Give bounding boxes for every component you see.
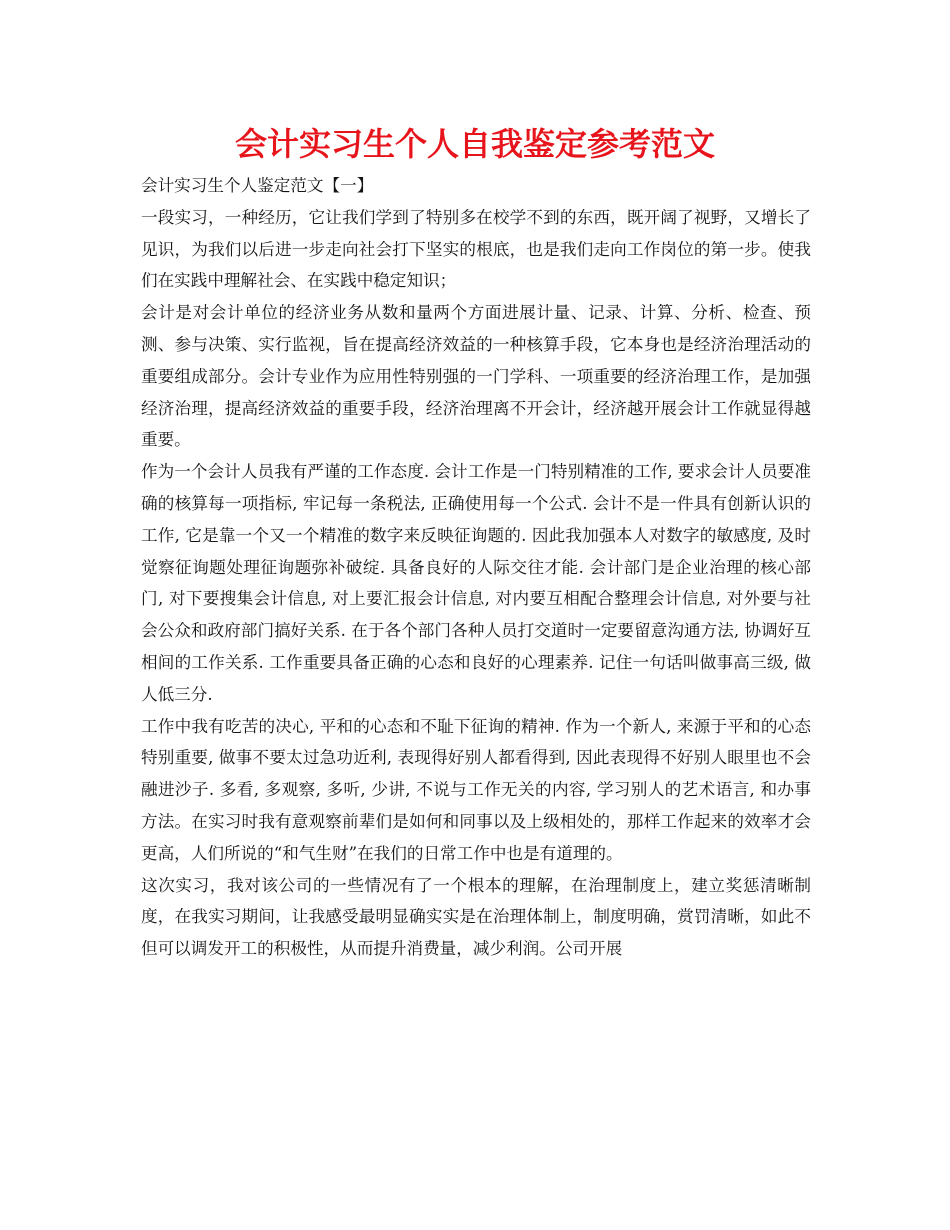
paragraph-3: 作为一个会计人员我有严谨的工作态度. 会计工作是一门特别精准的工作, 要求会计人员要准确的核算每一项指标, 牢记每一条税法, 正确使用每一个公式. 会计不是一件具有创新认识的工作, 它是靠一个又一个精准的数字来反映征询题的. 因此我加强本人对数字的敏感度, 及时觉察征询题处理征询题弥补破绽. 具备良好的人际交往才能. 会计部门是企业治理的核心部门, 对下要搜集会计信息, 对上要汇报会计信息, 对内要互相配合整理会计信息, 对外要与社会公众和政府部门搞好关系. 在于各个部门各种人员打交道时一定要留意沟通方法, 协调好互相间的工作关系. 工作重要具备正确的心态和良好的心理素养. 记住一句话叫做事高三级, 做人低三分. [141,462,811,704]
section-heading: 会计实习生个人鉴定范文【一】 [141,176,374,195]
paragraph-5: 这次实习，我对该公司的一些情况有了一个根本的理解，在治理制度上，建立奖惩清晰制度，在我实习期间，让我感受最明显确实实是在治理体制上，制度明确，赏罚清晰，如此不但可以调发开工的积极性，从而提升消费量，减少利润。公司开展 [141,875,811,959]
paragraph-1: 一段实习，一种经历，它让我们学到了特别多在校学不到的东西，既开阔了视野，又增长了见识，为我们以后进一步走向社会打下坚实的根底，也是我们走向工作岗位的第一步。使我们在实践中理解社会、在实践中稳定知识； [141,207,811,291]
paragraph-2: 会计是对会计单位的经济业务从数和量两个方面进展计量、记录、计算、分析、检查、预测、参与决策、实行监视，旨在提高经济效益的一种核算手段，它本身也是经济治理活动的重要组成部分。会计专业作为应用性特别强的一门学科、一项重要的经济治理工作，是加强经济治理，提高经济效益的重要手段，经济治理离不开会计，经济越开展会计工作就显得越重要。 [141,303,811,450]
document-body [141,170,811,965]
paragraph-4: 工作中我有吃苦的决心, 平和的心态和不耻下征询的精神. 作为一个新人, 来源于平和的心态特别重要, 做事不要太过急功近利, 表现得好别人都看得到, 因此表现得不好别人眼里也不会融进沙子. 多看, 多观察, 多听, 少讲, 不说与工作无关的内容, 学习别人的艺术语言, 和办事方法。在实习时我有意观察前辈们是如何和同事以及上级相处的，那样工作起来的效率才会更高，人们所说的“和气生财”在我们的日常工作中也是有道理的。 [141,716,811,863]
document-title: 会计实习生个人自我鉴定参考范文 [234,125,715,163]
